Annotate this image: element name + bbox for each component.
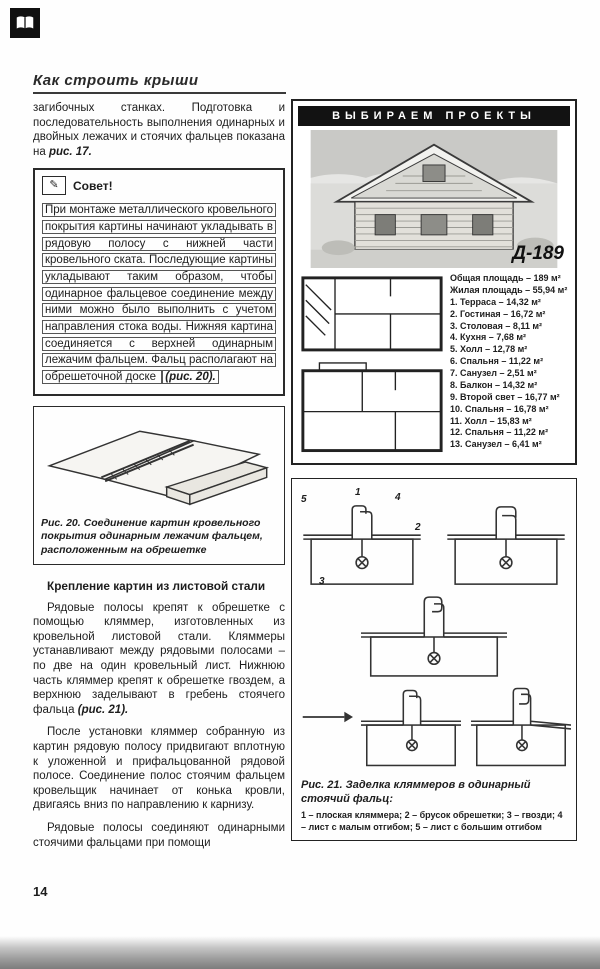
- advice-body: При монтаже металлического кровельного покрытия картины начинают укладывать в рядовую полосу с нижней части кровельного ската. Последующие картины укладывают таким образом, чтобы одинарное фальцевое соединение между ними можно было выполнить с учетом направления стока воды. Нижняя картина соединяется с верхней одинарным лежачим фальцем. Фальц располагают на обрешеточной доске: [42, 203, 276, 384]
- project-panel-title: ВЫБИРАЕМ ПРОЕКТЫ: [298, 106, 570, 126]
- seam-diagram-4: [361, 684, 461, 770]
- callout-5: 5: [301, 494, 307, 506]
- page-number: 14: [33, 884, 48, 899]
- floor-plans-row: [298, 273, 570, 458]
- paragraph: Рядовые полосы соединяют одинарными стоячими фальцами при помощи: [33, 822, 285, 849]
- room-item: 1. Терраса – 14,32 м²: [450, 296, 541, 307]
- figure-reference: (рис. 21).: [77, 703, 129, 716]
- callout-1: 1: [355, 487, 361, 499]
- figure-21-drawings: [299, 486, 569, 772]
- floor-plan-2: [298, 361, 446, 458]
- floor-plan-1: [298, 273, 446, 355]
- room-item: 11. Холл – 15,83 м²: [450, 415, 532, 426]
- paragraph: После установки кляммер собранную из картин рядовую полосу придвигают вплотную к уложенной и прифальцованной рядовой полосе. Соединение полос стоячим фальцем кровельщик начинает от конька кровли, двигаясь вниз по направлению к карнизу.: [33, 726, 285, 812]
- right-column: [291, 99, 577, 841]
- left-column: [33, 101, 285, 850]
- paragraph-text: загибочных станках. Подготовка и последовательность выполнения одинарных и двойных лежачих и стоячих фальцев показана на: [33, 102, 285, 158]
- chapter-header: Как строить крыши: [33, 72, 286, 94]
- room-item: 13. Санузел – 6,41 м²: [450, 439, 542, 450]
- room-item: 6. Спальня – 11,22 м²: [450, 356, 544, 367]
- model-label: Д-189: [512, 243, 564, 264]
- room-item: 2. Гостиная – 16,72 м²: [450, 308, 546, 319]
- pencil-icon: ✎: [42, 176, 66, 195]
- paragraph: [33, 601, 285, 718]
- figure-21-legend: 1 – плоская кляммера; 2 – брусок обрешетки; 3 – гвозди; 4 – лист с малым отгибом; 5 – лист с большим отгибом: [301, 809, 563, 832]
- figure-21-caption: Рис. 21. Заделка кляммеров в одинарный стоячий фальц:: [301, 779, 531, 806]
- book-icon: [10, 8, 40, 38]
- advice-header: [42, 176, 276, 195]
- room-item: 7. Санузел – 2,51 м²: [450, 368, 537, 378]
- callout-3: 3: [319, 576, 325, 588]
- advice-label: Совет!: [73, 178, 113, 193]
- advice-box: [33, 168, 285, 395]
- room-item: 12. Спальня – 11,22 м²: [450, 427, 549, 438]
- room-list: [450, 273, 570, 458]
- figure-20-caption: Рис. 20. Соединение картин кровельного покрытия одинарным лежачим фальцем, расположенным на обрешетке: [41, 516, 263, 557]
- room-item: Общая площадь – 189 м²: [450, 273, 561, 283]
- seam-diagram-2: [447, 500, 565, 590]
- house-illustration: [298, 130, 570, 268]
- floor-plans: [298, 273, 446, 458]
- callout-2: 2: [415, 522, 421, 534]
- room-item: 10. Спальня – 16,78 м²: [450, 403, 549, 414]
- section-heading: Крепление картин из листовой стали: [47, 578, 266, 593]
- callout-4: 4: [395, 492, 401, 504]
- figure-21: [291, 478, 577, 841]
- figure-20: [33, 406, 285, 565]
- room-item: 4. Кухня – 7,68 м²: [450, 332, 526, 343]
- scan-edge-shadow: [0, 936, 600, 969]
- seam-diagram-5: [471, 684, 571, 770]
- room-item: Жилая площадь – 55,94 м²: [450, 284, 568, 295]
- seam-diagram-1: [301, 487, 421, 590]
- paragraph-text: Рядовые полосы крепят к обрешетке с помощью кляммер, изготовленных из кровельной листовой стали. Кляммеры устанавливают между рядовыми полосами – по две на один кровельный лист. Нижнюю часть кляммер крепят к обрешетке гвоздем, а верхнюю заделывают в гребень стоячего фальца: [33, 601, 285, 716]
- room-item: 9. Второй свет – 16,77 м²: [450, 391, 560, 402]
- paragraph-continuation: [33, 101, 285, 159]
- figure-reference: (рис. 20).: [162, 370, 218, 384]
- room-item: 3. Столовая – 8,11 м²: [450, 320, 543, 331]
- seam-diagram-3: [361, 594, 507, 680]
- seam-on-lathing-drawing: [39, 412, 279, 512]
- direction-arrow-icon: [301, 708, 353, 726]
- figure-reference: рис. 17.: [48, 145, 92, 158]
- advice-text: [42, 202, 276, 385]
- room-item: 8. Балкон – 14,32 м²: [450, 379, 538, 390]
- project-panel: [291, 99, 577, 465]
- open-book-glyph: [14, 12, 36, 34]
- room-item: 5. Холл – 12,78 м²: [450, 344, 528, 355]
